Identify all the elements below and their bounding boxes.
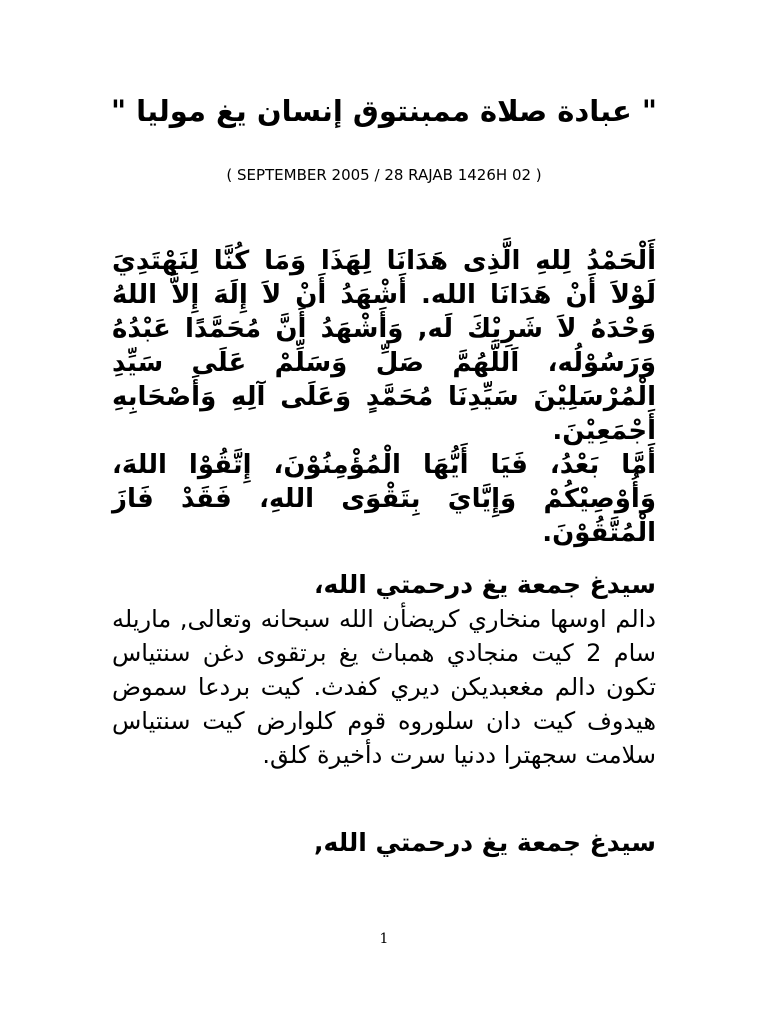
section-2-heading: سيدغ جمعة يغ درحمتي الله,: [314, 828, 656, 857]
sermon-title: " عبادة صلاة ممبنتوق إنسان يغ موليا ": [110, 94, 658, 128]
date-line: ( SEPTEMBER 2005 / 28 RAJAB 1426H 02 ): [226, 166, 542, 184]
page-number: 1: [379, 931, 389, 947]
section-1-paragraph: دالم اوسها منخاري كريضأن الله سبحانه وتعالى, ماريله سام 2 كيت منجادي همباث يغ برتقوى دغن سنتياس تكون دالم مغعبديكن ديري كفدث. كيت بردعا سموض هيدوف كيت دان سلوروه قوم كلوارض كيت سنتياس سلامت سجهترا ددنيا سرت دأخيرة كلق.: [112, 605, 656, 769]
section-1-heading: سيدغ جمعة يغ درحمتي الله،: [314, 570, 656, 599]
amma-badu-paragraph: أَمَّا بَعْدُ، فَيَا أَيُّهَا الْمُؤْمِنُوْنَ، إِتَّقُوْا اللهَ، وَأُوْصِيْكُمْ وَإِيَّايَ بِتَقْوَى اللهِ، فَقَدْ فَازَ الْمُتَّقُوْنَ.: [112, 450, 656, 548]
opening-praise: أَلْحَمْدُ لِلهِ الَّذِى هَدَانَا لِهَذَا وَمَا كُنَّا لِنَهْتَدِيَ لَوْلاَ أَنْ هَدَانَا الله. أَشْهَدُ أَنْ لاَ إِلَهَ إِلاَّ اللهُ وَحْدَهُ لاَ شَرِيْكَ لَه, وَأَشْهَدُ أَنَّ مُحَمَّدًا عَبْدُهُ وَرَسُوْلُه، اَللَّهُمَّ صَلِّ وَسَلِّمْ عَلَى سَيِّدِ الْمُرْسَلِيْنَ سَيِّدِنَا مُحَمَّدٍ وَعَلَى آلِهِ وَأَصْحَابِهِ أَجْمَعِيْنَ.: [112, 246, 656, 446]
